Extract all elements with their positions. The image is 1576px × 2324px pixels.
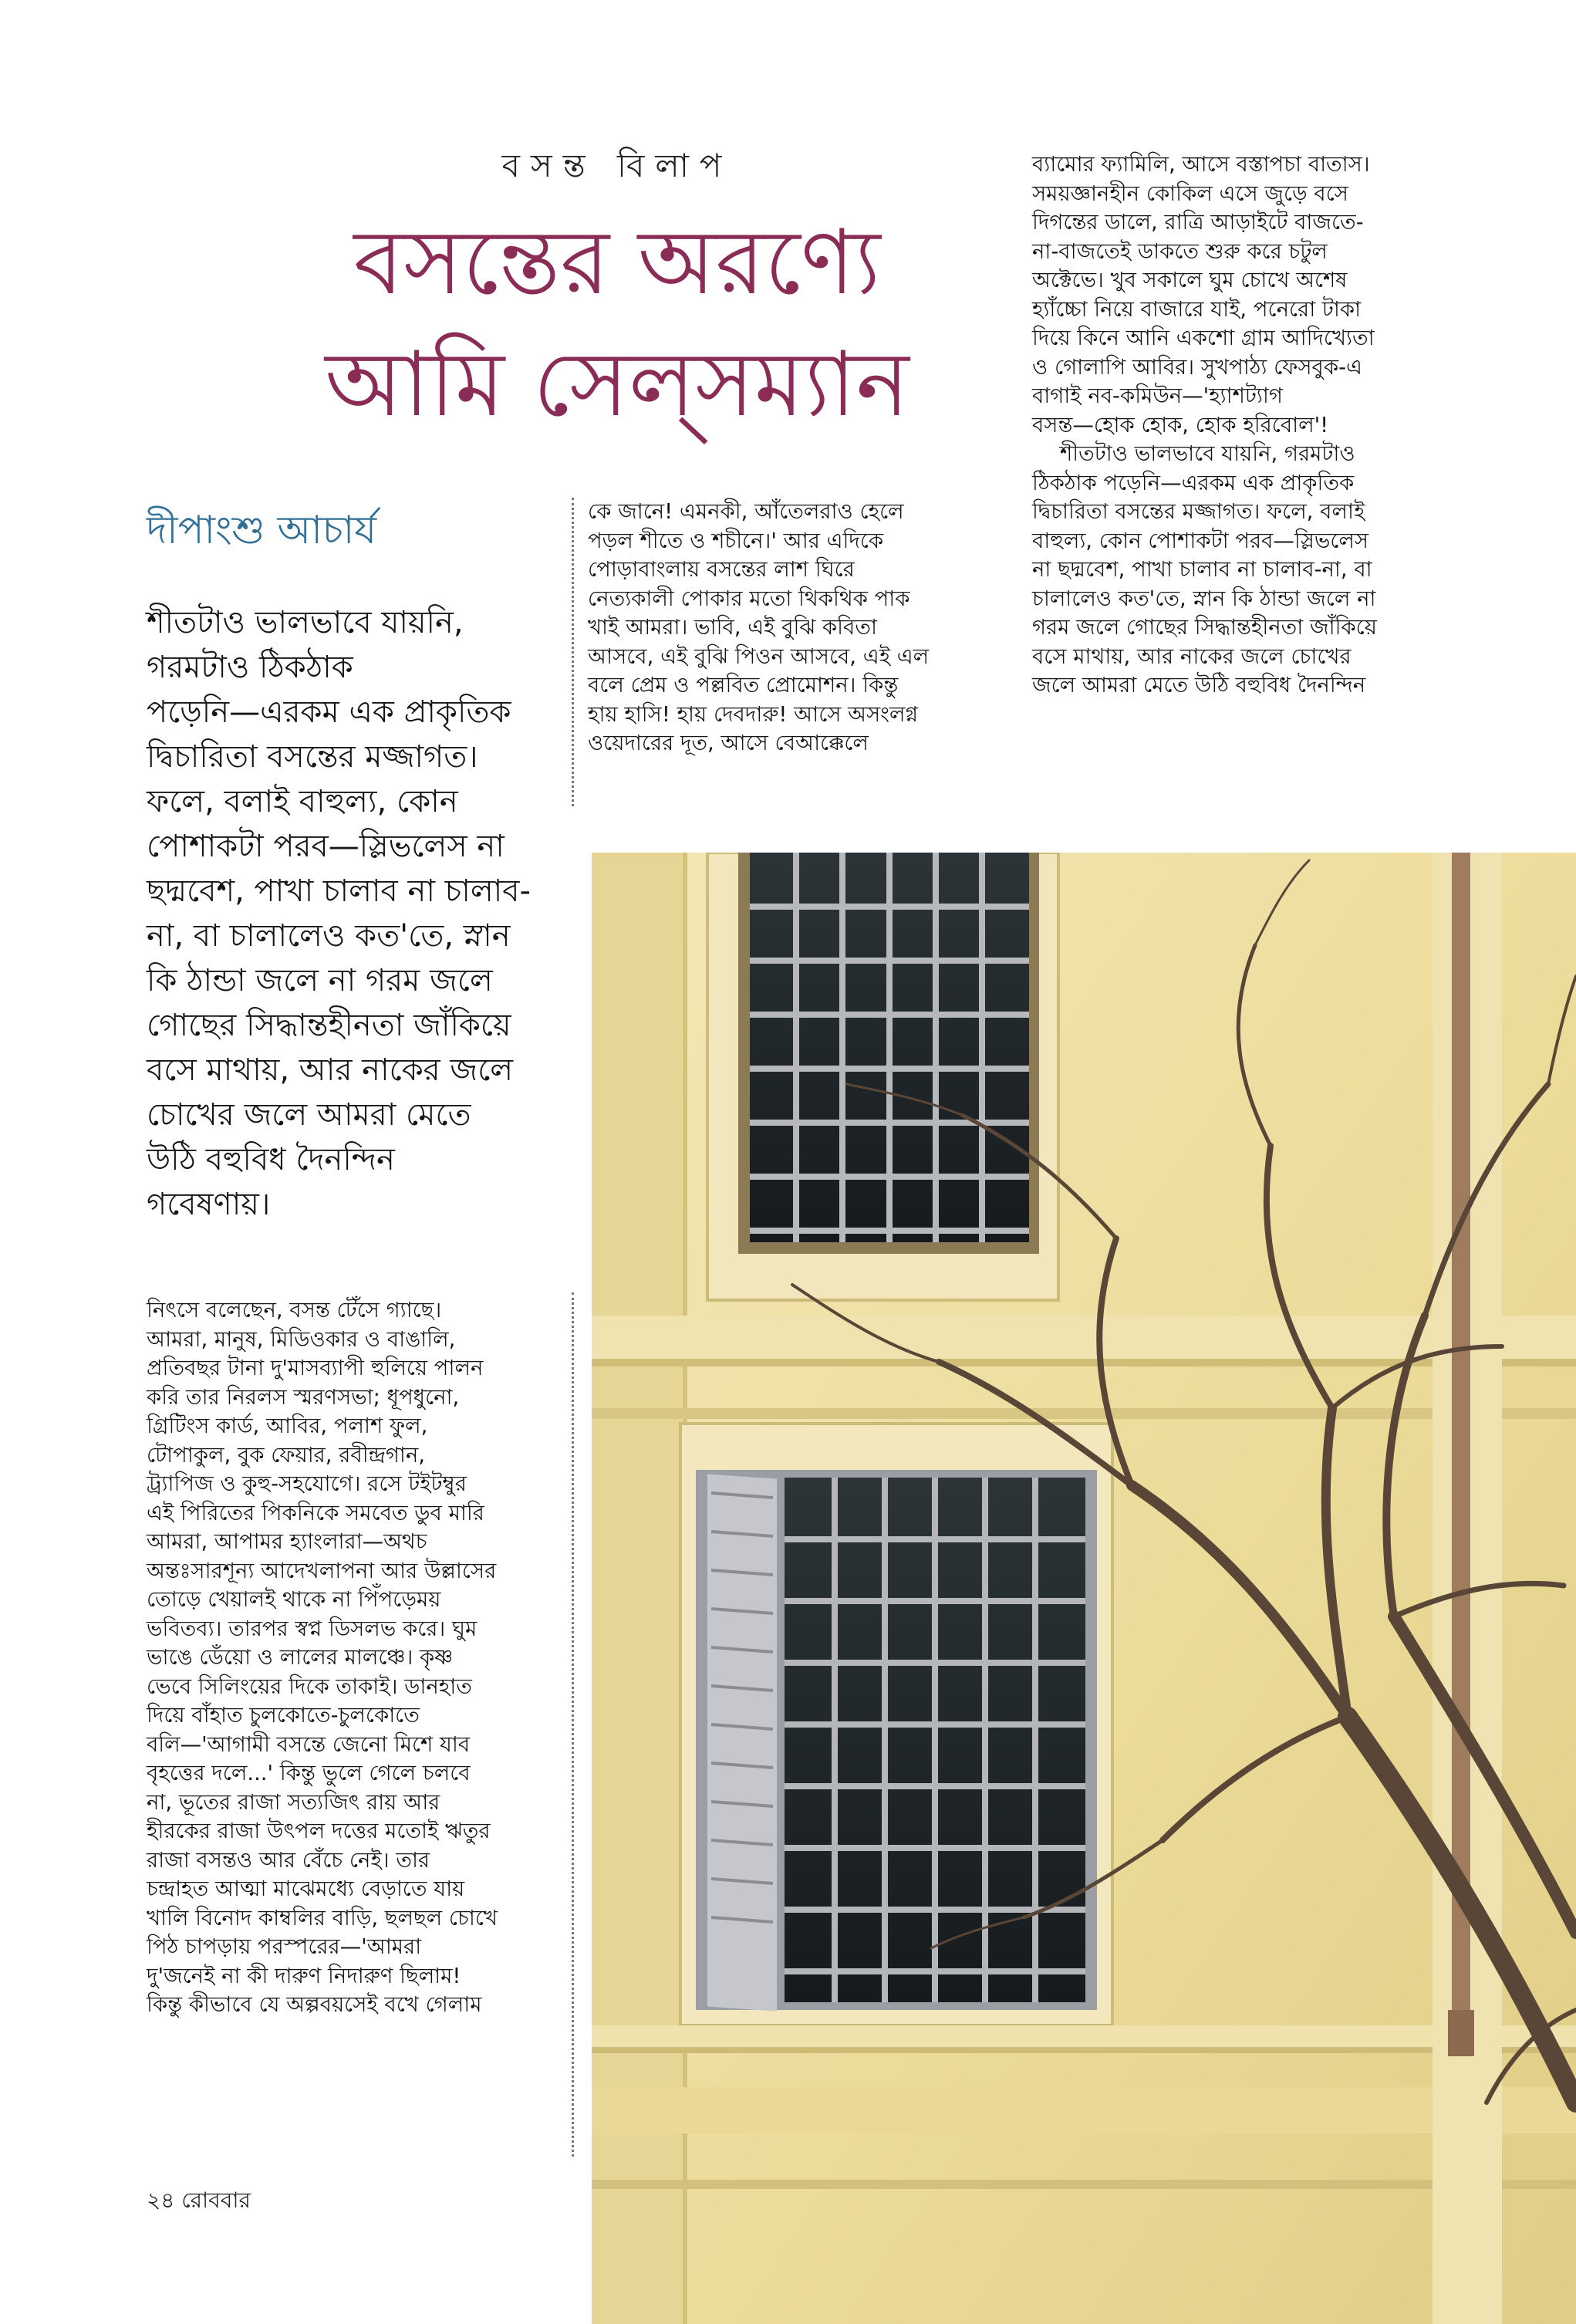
body-line: শীতটাও ভালভাবে যায়নি, গরমটাও	[1060, 441, 1355, 466]
body-line: পিঠ চাপড়ায় পরস্পরের—'আমরা	[147, 1934, 422, 1959]
body-line: জলে আমরা মেতে উঠি বহুবিধ দৈনন্দিন	[1032, 673, 1366, 698]
section-kicker: বসন্ত বিলাপ	[501, 147, 733, 184]
body-line: আমরা, আপামর হ্যাংলারা—অথচ	[147, 1529, 427, 1554]
body-line: গ্রিটিংস কার্ড, আবির, পলাশ ফুল,	[147, 1414, 428, 1438]
body-line: না-বাজতেই ডাকতে শুরু করে চটুল	[1032, 238, 1328, 264]
body-line: বাগাই নব-কমিউন—'হ্যাশট্যাগ	[1032, 383, 1283, 408]
body-line: পোড়াবাংলায় বসন্তের লাশ ঘিরে	[588, 557, 855, 582]
lede-line: চোখের জলে আমরা মেতে	[147, 1097, 471, 1133]
lede-line: ছদ্মবেশ, পাখা চালাব না চালাব-	[147, 873, 531, 909]
lede-line: পোশাকটা পরব—স্লিভলেস না	[147, 829, 505, 864]
body-line: দু'জনেই না কী দারুণ নিদারুণ ছিলাম!	[147, 1963, 461, 1988]
lede-line: গবেষণায়।	[147, 1187, 271, 1222]
body-line: প্রতিবছর টানা দু'মাসব্যাপী হুলিয়ে পালন	[147, 1356, 484, 1380]
body-line: ওয়েদারের দূত, আসে বেআক্কেলে	[588, 731, 869, 755]
body-line: হ্যাঁচ্চো নিয়ে বাজারে যাই, পনেরো টাকা	[1032, 296, 1362, 322]
body-line: না, ভূতের রাজা সত্যজিৎ রায় আর	[147, 1789, 440, 1815]
body-line: টোপাকুল, বুক ফেয়ার, রবীন্দ্রগান,	[147, 1442, 425, 1468]
body-line: হীরকের রাজা উৎপল দত্তের মতোই ঋতুর	[147, 1819, 491, 1843]
body-line: চন্দ্রাহত আত্মা মাঝেমধ্যে বেড়াতে যায়	[147, 1876, 465, 1901]
lede	[147, 600, 563, 1227]
headline-line-1: বসন্তের অরণ্যে	[353, 211, 881, 315]
body-line: কিন্তু কীভাবে যে অল্পবয়সেই বখে গেলাম	[147, 1992, 482, 2017]
body-line: ও গোলাপি আবির। সুখপাঠ্য ফেসবুক-এ	[1032, 354, 1362, 380]
body-line: বাহুল্য, কোন পোশাকটা পরব—স্লিভলেস	[1032, 528, 1369, 553]
body-line: ভেবে সিলিংয়ের দিকে তাকাই। ডানহাত	[147, 1674, 472, 1699]
column-rule-top	[572, 498, 574, 806]
body-line: ব্যামোর ফ্যামিলি, আসে বস্তাপচা বাতাস।	[1032, 152, 1370, 177]
body-line: অক্টেভে। খুব সকালে ঘুম চোখে অশেষ	[1032, 268, 1348, 292]
body-line: কে জানে! এমনকী, আঁতেলরাও হেলে	[588, 499, 904, 524]
column-rule-bottom	[572, 1292, 574, 2157]
body-line: বলে প্রেম ও পল্লবিত প্রোমোশন। কিন্তু	[588, 673, 899, 698]
lede-line: বসে মাথায়, আর নাকের জলে	[147, 1052, 514, 1088]
lede-line: পড়েনি—এরকম এক প্রাকৃতিক	[147, 694, 511, 730]
body-line: রাজা বসন্তও আর বেঁচে নেই। তার	[147, 1847, 430, 1873]
lede-line: কি ঠান্ডা জলে না গরম জলে	[147, 963, 493, 998]
lede-line: গোছের সিদ্ধান্তহীনতা জাঁকিয়ে	[147, 1008, 511, 1043]
body-line: না ছদ্মবেশ, পাখা চালাব না চালাব-না, বা	[1032, 557, 1372, 582]
body-line: বৃহত্তের দলে...' কিন্তু ভুলে গেলে চলবে	[147, 1761, 471, 1785]
byline: দীপাংশু আচার্য	[147, 508, 377, 552]
body-line: হায় হাসি! হায় দেবদারু! আসে অসংলগ্ন	[588, 701, 919, 727]
body-line: সময়জ্ঞানহীন কোকিল এসে জুড়ে বসে	[1032, 181, 1348, 206]
body-line: দিগন্তের ডালে, রাত্রি আড়াইটে বাজতে-	[1032, 210, 1364, 235]
body-line: ভবিতব্য। তারপর স্বপ্ন ডিসলভ করে। ঘুম	[147, 1616, 478, 1641]
body-line: বসন্ত—হোক হোক, হোক হরিবোল'!	[1032, 412, 1329, 437]
body-line: গরম জলে গোছের সিদ্ধান্তহীনতা জাঁকিয়ে	[1032, 615, 1377, 640]
body-line: নিৎসে বলেছেন, বসন্ত টেঁসে গ্যাছে।	[147, 1298, 442, 1322]
body-line: এই পিরিতের পিকনিকে সমবেত ডুব মারি	[147, 1500, 484, 1525]
body-line: করি তার নিরলস স্মরণসভা; ধূপধুনো,	[147, 1384, 460, 1410]
body-line: তোড়ে খেয়ালই থাকে না পিঁপড়েময়	[147, 1587, 441, 1612]
body-line: ঠিকঠাক পড়েনি—এরকম এক প্রাকৃতিক	[1032, 470, 1355, 495]
lede-line: ফলে, বলাই বাহুল্য, কোন	[147, 784, 458, 819]
body-column-right	[1032, 150, 1433, 701]
body-line: ভাঙে ডেঁয়ো ও লালের মালঞ্চে। কৃষ্ণ	[147, 1645, 454, 1670]
body-column-left	[147, 1296, 548, 2020]
body-line: খাই আমরা। ভাবি, এই বুঝি কবিতা	[588, 615, 877, 640]
body-paragraph	[1032, 150, 1433, 440]
body-line: আমরা, মানুষ, মিডিওকার ও বাঙালি,	[147, 1326, 456, 1352]
body-line: খালি বিনোদ কাম্বলির বাড়ি, ছলছল চোখে	[147, 1905, 498, 1930]
headline	[262, 202, 972, 446]
headline-line-2: আমি সেল্‌সম্যান	[325, 333, 909, 437]
body-line: পড়ল শীতে ও শচীনে।' আর এদিকে	[588, 528, 884, 553]
body-line: চালালেও কত'তে, স্নান কি ঠান্ডা জলে না	[1032, 586, 1376, 611]
lede-line: শীতটাও ভালভাবে যায়নি,	[147, 605, 464, 640]
body-line: দ্বিচারিতা বসন্তের মজ্জাগত। ফলে, বলাই	[1032, 499, 1365, 524]
bare-tree-window-photo	[592, 853, 1576, 2324]
lede-line: উঠি বহুবিধ দৈনন্দিন	[147, 1142, 395, 1177]
lede-line: দ্বিচারিতা বসন্তের মজ্জাগত।	[147, 739, 478, 775]
page-folio: ২৪ রোববার	[147, 2187, 251, 2213]
body-line: নেত্যকালী পোকার মতো থিকথিক পাক	[588, 586, 910, 611]
body-line: দিয়ে কিনে আনি একশো গ্রাম আদিখ্যেতা	[1032, 326, 1375, 350]
body-line: বলি—'আগামী বসন্তে জেনো মিশে যাব	[147, 1731, 471, 1757]
body-line: অন্তঃসারশূন্য আদেখলাপনা আর উল্লাসের	[147, 1558, 497, 1583]
body-paragraph	[1032, 440, 1433, 701]
lede-line: গরমটাও ঠিকঠাক	[147, 650, 353, 685]
body-line: বসে মাথায়, আর নাকের জলে চোখের	[1032, 643, 1352, 669]
body-line: দিয়ে বাঁহাত চুলকোতে-চুলকোতে	[147, 1703, 420, 1728]
body-column-middle	[588, 498, 995, 758]
lede-line: না, বা চালালেও কত'তে, স্নান	[147, 918, 511, 954]
body-line: আসবে, এই বুঝি পিওন আসবে, এই এল	[588, 643, 930, 669]
body-line: ট্র্যাপিজ ও কুহু-সহযোগে। রসে টইটম্বুর	[147, 1471, 467, 1496]
